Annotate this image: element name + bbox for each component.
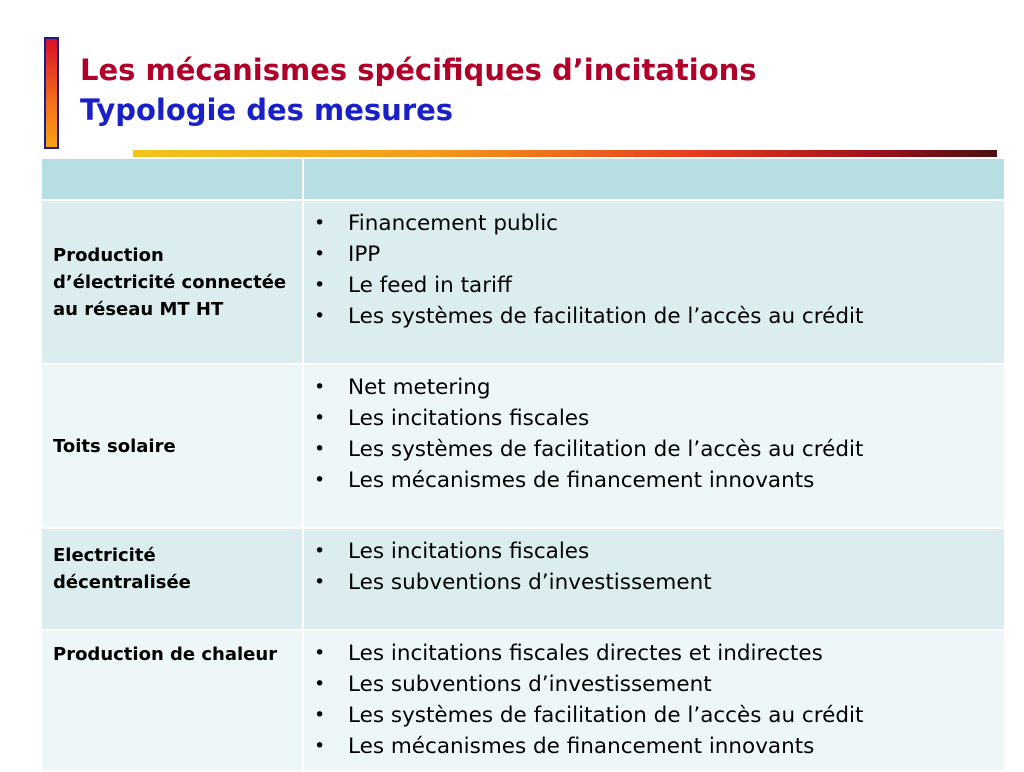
table-row bbox=[41, 364, 1005, 528]
table-row bbox=[41, 200, 1005, 364]
measure-item: • Les subventions d’investissement bbox=[314, 669, 1004, 700]
measure-item: • Les systèmes de facilitation de l’accès au crédit bbox=[314, 301, 1004, 332]
title-accent-bar bbox=[44, 37, 59, 149]
measure-item: • Le feed in tariff bbox=[314, 270, 1004, 301]
measure-item: • Les systèmes de facilitation de l’accès au crédit bbox=[314, 700, 1004, 731]
measure-list bbox=[304, 631, 1004, 762]
row-measures bbox=[303, 200, 1005, 364]
row-category: Electricité décentralisée bbox=[41, 528, 303, 630]
measure-item: • Financement public bbox=[314, 208, 1004, 239]
measures-table bbox=[40, 157, 1006, 772]
row-category: Toits solaire bbox=[41, 364, 303, 528]
slide-title: Les mécanismes spécifiques d’incitations bbox=[80, 53, 757, 87]
header-cell-category bbox=[41, 158, 303, 200]
table-row bbox=[41, 630, 1005, 771]
measure-item: • Net metering bbox=[314, 372, 1004, 403]
measure-item: • Les incitations fiscales directes et indirectes bbox=[314, 638, 1004, 669]
measure-list bbox=[304, 529, 1004, 598]
row-measures bbox=[303, 364, 1005, 528]
measure-item: • Les systèmes de facilitation de l’accès au crédit bbox=[314, 434, 1004, 465]
measure-item: • Les subventions d’investissement bbox=[314, 567, 1004, 598]
measure-item: • Les incitations fiscales bbox=[314, 403, 1004, 434]
slide-subtitle: Typologie des mesures bbox=[80, 93, 454, 127]
row-category: Production de chaleur bbox=[41, 630, 303, 771]
measure-item: • IPP bbox=[314, 239, 1004, 270]
row-measures bbox=[303, 630, 1005, 771]
header-cell-measures bbox=[303, 158, 1005, 200]
measure-item: • Les incitations fiscales bbox=[314, 536, 1004, 567]
table-row bbox=[41, 528, 1005, 630]
measure-item: • Les mécanismes de financement innovants bbox=[314, 731, 1004, 762]
table-header-row bbox=[41, 158, 1005, 200]
measure-item: • Les mécanismes de financement innovants bbox=[314, 465, 1004, 496]
measure-list bbox=[304, 201, 1004, 332]
row-measures bbox=[303, 528, 1005, 630]
measure-list bbox=[304, 365, 1004, 496]
row-category: Production d’électricité connectée au réseau MT HT bbox=[41, 200, 303, 364]
